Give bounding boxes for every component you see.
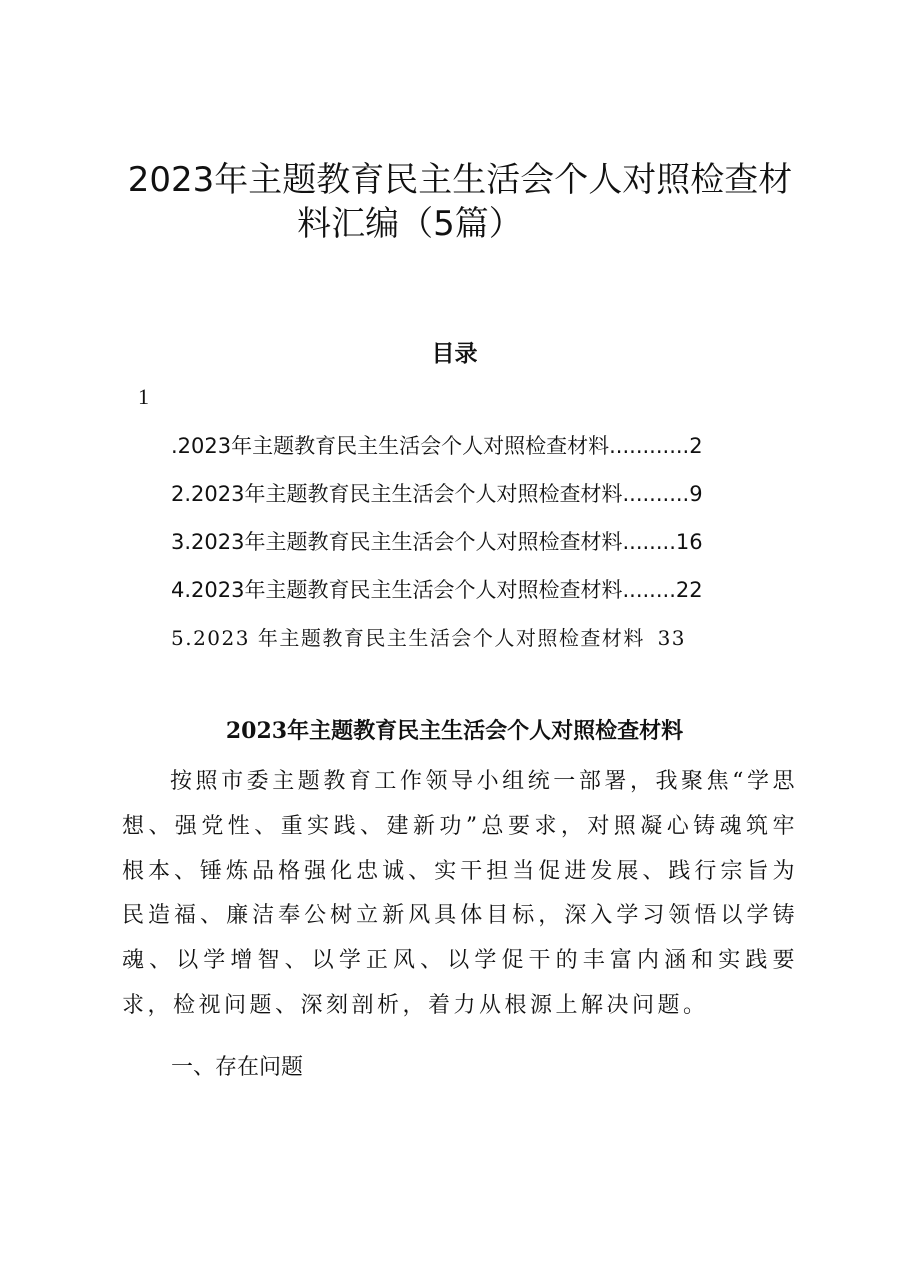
toc-entry-leader xyxy=(645,626,658,650)
document-title xyxy=(100,158,820,246)
toc-entry-text: 4.2023年主题教育民主生活会个人对照检查材料 xyxy=(171,578,623,602)
toc-entry-3[interactable] xyxy=(171,524,771,572)
toc-entry-leader: ........ xyxy=(622,578,676,602)
toc-entry-text: 2.2023年主题教育民主生活会个人对照检查材料 xyxy=(171,482,623,506)
toc-heading: 目录 xyxy=(431,340,478,367)
section-subheading: 一、存在问题 xyxy=(171,1055,304,1080)
toc-entry-page: 16 xyxy=(675,530,703,554)
toc-entry-page: 9 xyxy=(689,482,703,506)
toc-entry-text: 3.2023年主题教育民主生活会个人对照检查材料 xyxy=(171,530,623,554)
toc-entry-leader: ............ xyxy=(609,434,690,458)
toc-entry-1[interactable] xyxy=(171,428,771,476)
toc-entry-leader: ........ xyxy=(622,530,676,554)
toc-entry-2[interactable] xyxy=(171,476,771,524)
section-title: 2023年主题教育民主生活会个人对照检查材料 xyxy=(225,718,684,744)
toc-entry-5[interactable] xyxy=(171,620,771,668)
toc-entry-text: 5.2023 年主题教育民主生活会个人对照检查材料 xyxy=(171,626,645,650)
toc-entry-page: 22 xyxy=(675,578,703,602)
document-title-line2: 料汇编（5篇） xyxy=(297,204,523,244)
toc-entry-4[interactable] xyxy=(171,572,771,620)
toc-entry-leader: .......... xyxy=(622,482,690,506)
toc-stray-number: 1 xyxy=(138,384,149,409)
toc-entry-text: .2023年主题教育民主生活会个人对照检查材料 xyxy=(171,434,610,458)
document-title-line1: 2023年主题教育民主生活会个人对照检查材 xyxy=(127,160,793,200)
toc-entry-page: 2 xyxy=(689,434,703,458)
body-paragraph: 按照市委主题教育工作领导小组统一部署，我聚焦“学思想、强党性、重实践、建新功”总要求，对照凝心铸魂筑牢根本、锤炼品格强化忠诚、实干担当促进发展、践行宗旨为民造福、廉洁奉公树立新风具体目标，深入学习领悟以学铸魂、以学增智、以学正风、以学促干的丰富内涵和实践要求，检视问题、深刻剖析，着力从根源上解决问题。 xyxy=(122,769,798,1018)
table-of-contents xyxy=(171,428,771,668)
toc-entry-page: 33 xyxy=(657,626,687,650)
